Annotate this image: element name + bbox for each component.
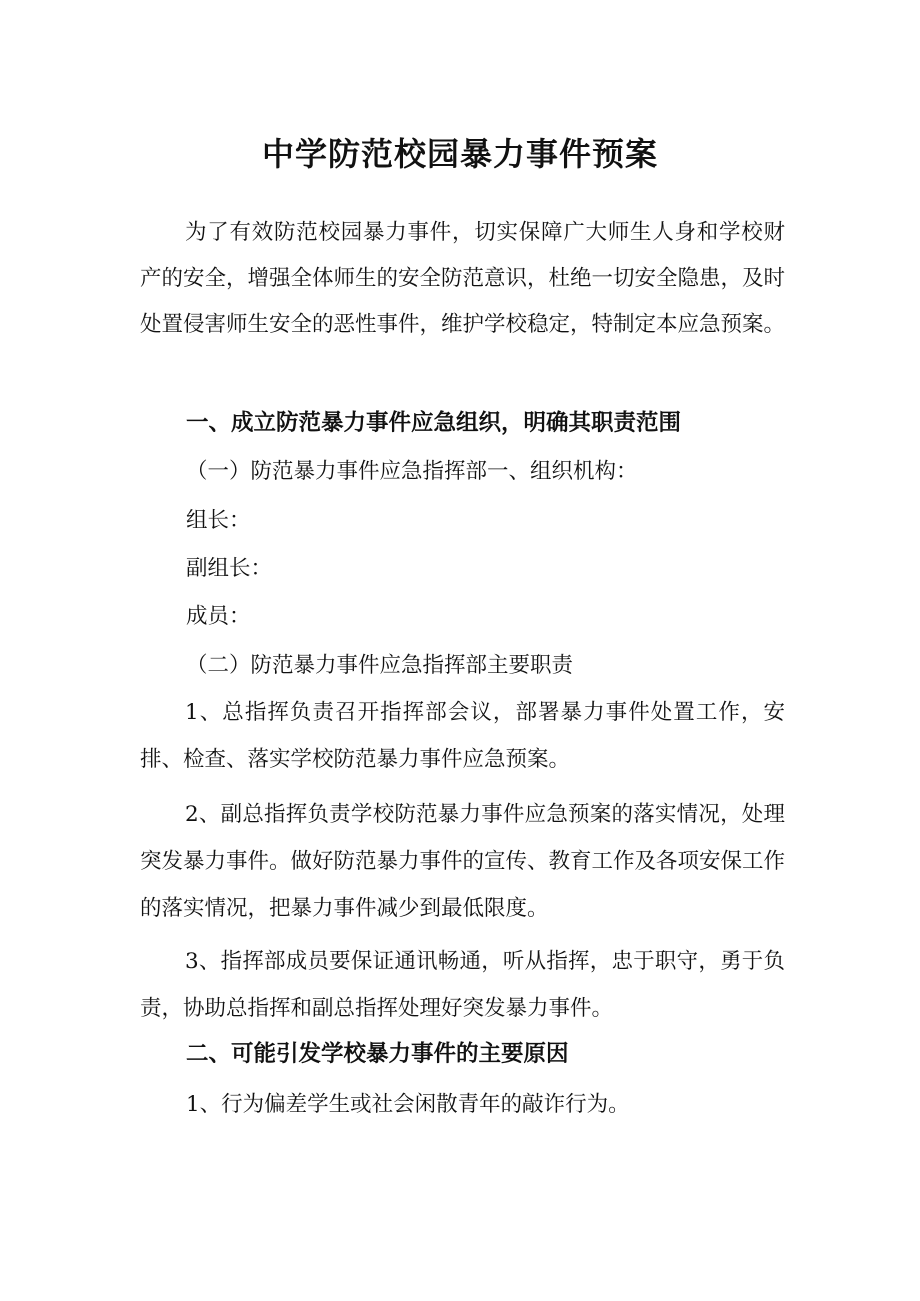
document-title: 中学防范校园暴力事件预案 [261, 135, 658, 173]
subsection-1-heading: （一）防范暴力事件应急指挥部一、组织机构： [186, 459, 638, 484]
section-1-heading: 一、成立防范暴力事件应急组织，明确其职责范围 [186, 410, 682, 436]
duty-item-2: 2、副总指挥负责学校防范暴力事件应急预案的落实情况，处理突发暴力事件。做好防范暴力事件的宣传、教育工作及各项安保工作的落实情况，把暴力事件减少到最低限度。 [140, 802, 786, 921]
subsection-2-heading: （二）防范暴力事件应急指挥部主要职责 [186, 653, 574, 678]
section-2-heading: 二、可能引发学校暴力事件的主要原因 [186, 1041, 569, 1067]
duty-item-3: 3、指挥部成员要保证通讯畅通，听从指挥，忠于职守，勇于负责，协助总指挥和副总指挥处理好突发暴力事件。 [140, 949, 785, 1021]
cause-item-1: 1、行为偏差学生或社会闲散青年的敲诈行为。 [186, 1092, 630, 1117]
intro-paragraph: 为了有效防范校园暴力事件，切实保障广大师生人身和学校财产的安全，增强全体师生的安全防范意识，杜绝一切安全隐患，及时处置侵害师生安全的恶性事件，维护学校稳定，特制定本应急预案。 [140, 220, 786, 337]
leader-field: 组长： [186, 508, 251, 533]
members-field: 成员： [186, 604, 251, 629]
duty-item-1: 1、总指挥负责召开指挥部会议，部署暴力事件处置工作，安排、检查、落实学校防范暴力事件应急预案。 [140, 700, 785, 772]
deputy-leader-field: 副组长： [186, 556, 273, 581]
